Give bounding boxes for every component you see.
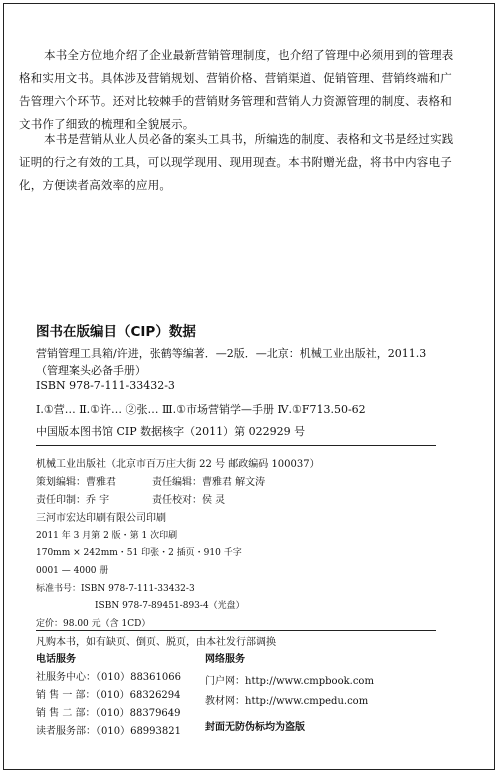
separator-line <box>36 630 436 631</box>
intro-line-2: 格和实用文书。具体涉及营销规划、营销价格、营销渠道、促销管理、营销终端和广 <box>19 71 452 85</box>
planning-editor: 策划编辑：曹雅君 <box>36 477 116 488</box>
cip-record-number: 中国版本图书馆 CIP 数据核字（2011）第 022929 号 <box>36 425 306 438</box>
intro-line-3: 告管理六个环节。还对比较棘手的营销财务管理和营销人力资源管理的制度、表格和 <box>19 94 452 108</box>
intro-line-5: 本书是营销从业人员必备的案头工具书，所编选的制度、表格和文书是经过实践 <box>44 132 454 146</box>
intro-line-4: 文书作了细致的梳理和全貌展示。 <box>19 117 195 131</box>
anti-counterfeit-notice: 封面无防伪标均为盗版 <box>205 722 305 733</box>
cip-heading: 图书在版编目（CIP）数据 <box>36 324 196 340</box>
network-service-heading: 网络服务 <box>205 654 245 665</box>
phone-service-heading: 电话服务 <box>36 654 76 665</box>
isbn-disc: ISBN 978-7-89451-893-4（光盘） <box>95 601 245 611</box>
printer: 三河市宏达印刷有限公司印刷 <box>36 513 166 524</box>
cip-line-2: （管理案头必备手册） <box>36 364 146 377</box>
phone-service-center: 社服务中心：（010）88361066 <box>36 672 181 683</box>
print-run: 0001 — 4000 册 <box>36 566 109 576</box>
responsible-editor: 责任编辑：曹雅君 解文涛 <box>152 477 266 488</box>
replacement-notice: 凡购本书，如有缺页、倒页、脱页，由本社发行部调换 <box>36 637 276 648</box>
cip-classification: Ⅰ.①营… Ⅱ.①许… ②张… Ⅲ.①市场营销学—手册 Ⅳ.①F713.50-62 <box>36 403 366 416</box>
price: 定价：98.00 元（含 1CD） <box>36 619 151 629</box>
education-website: 教材网：http://www.cmpedu.com <box>205 696 369 707</box>
phone-reader-service: 读者服务部：（010）68993821 <box>36 726 181 737</box>
portal-website: 门户网：http://www.cmpbook.com <box>205 676 374 687</box>
intro-line-6: 证明的行之有效的工具，可以现学现用、现用现查。本书附赠光盘，将书中内容电子 <box>19 155 452 169</box>
phone-sales-2: 销 售 二 部：（010）88379649 <box>36 708 181 719</box>
separator-line <box>36 445 436 446</box>
cip-isbn: ISBN 978-7-111-33432-3 <box>36 379 175 392</box>
edition: 2011 年 3 月第 2 版・第 1 次印刷 <box>36 531 178 541</box>
book-format: 170mm × 242mm・51 印张・2 插页・910 千字 <box>36 548 242 558</box>
proofreader: 责任校对：侯 灵 <box>152 495 226 506</box>
isbn-book: 标准书号：ISBN 978-7-111-33432-3 <box>36 584 195 594</box>
phone-sales-1: 销 售 一 部：（010）68326294 <box>36 690 181 701</box>
cip-line-1: 营销管理工具箱/许进，张鹤等编著．—2版．—北京：机械工业出版社，2011.3 <box>36 347 427 360</box>
intro-line-1: 本书全方位地介绍了企业最新营销管理制度，也介绍了管理中必须用到的管理表 <box>44 48 454 62</box>
intro-line-7: 化，方便读者高效率的应用。 <box>19 178 172 192</box>
publisher-line: 机械工业出版社（北京市百万庄大街 22 号 邮政编码 100037） <box>36 459 320 470</box>
print-supervisor: 责任印制：乔 宇 <box>36 495 110 506</box>
